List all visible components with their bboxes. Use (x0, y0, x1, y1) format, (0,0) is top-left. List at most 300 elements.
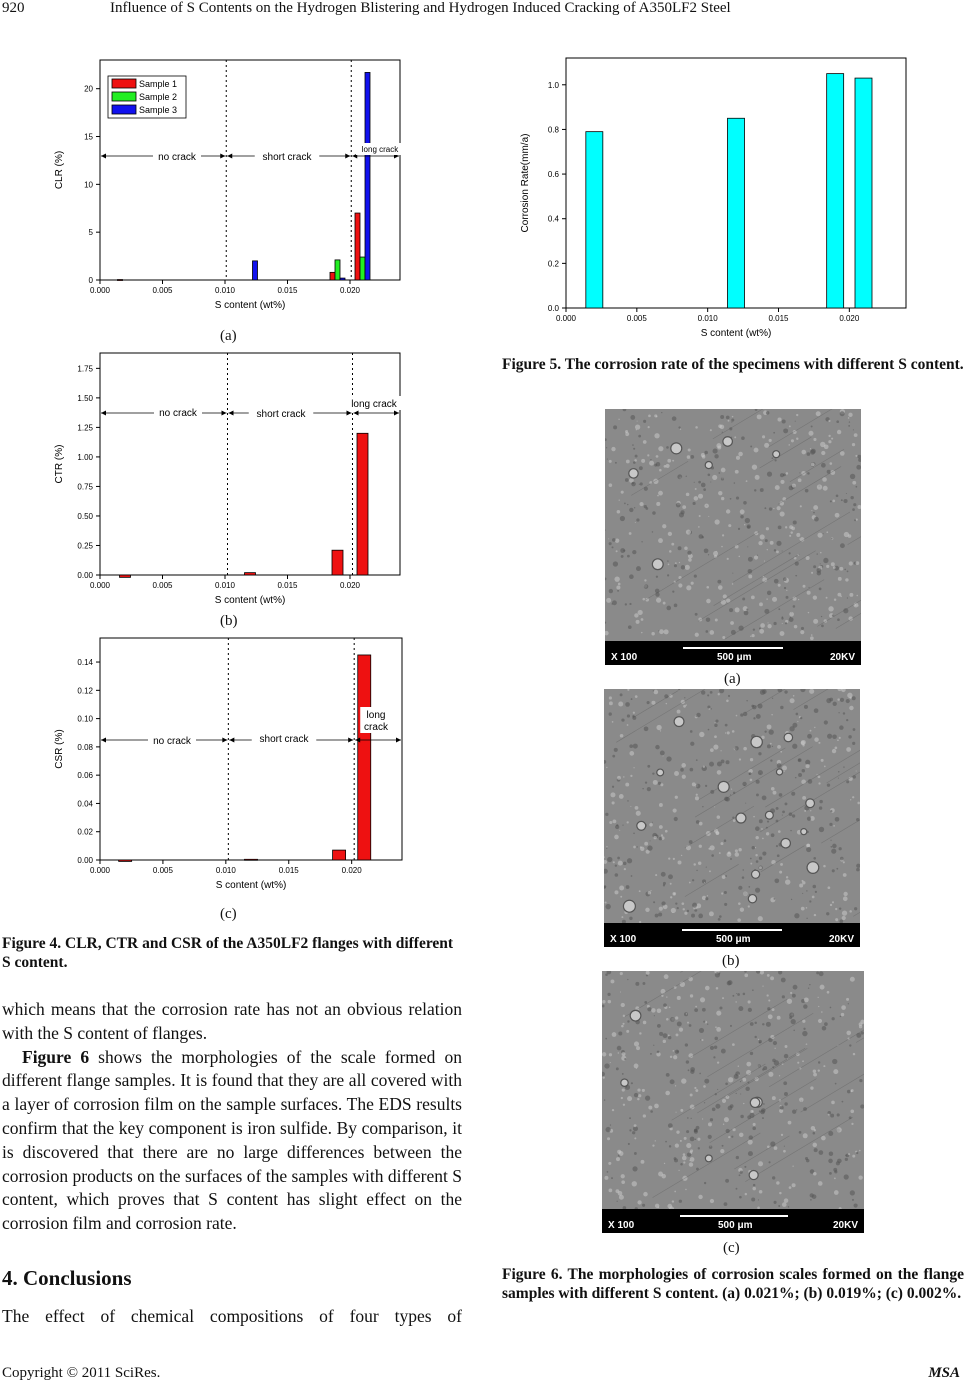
sem-grain (726, 509, 730, 513)
sem-grain (748, 574, 752, 578)
sem-grain (722, 1145, 724, 1147)
sem-grain (814, 1148, 818, 1152)
sem-voltage: 20KV (829, 652, 855, 663)
sem-grain (665, 830, 668, 833)
sem-grain (789, 1186, 792, 1189)
sem-grain (762, 838, 764, 840)
sem-grain (740, 1115, 743, 1118)
sem-grain (823, 1065, 825, 1067)
sem-grain (735, 1071, 740, 1076)
sem-grain (725, 724, 728, 727)
sem-grain (611, 979, 615, 983)
sem-grain (775, 485, 780, 490)
sem-grain (668, 1036, 672, 1040)
sem-grain (690, 455, 694, 459)
sem-grain (694, 909, 697, 912)
sem-grain (808, 431, 813, 436)
sem-grain (634, 1137, 636, 1139)
sem-grain (639, 502, 643, 506)
sem-grain (685, 565, 690, 570)
sem-grain (769, 1161, 771, 1163)
sem-grain (704, 504, 709, 509)
arrowhead-right-icon (394, 411, 399, 416)
sem-grain (615, 462, 617, 464)
sem-grain (847, 570, 849, 572)
sem-grain (783, 1150, 786, 1153)
sem-grain (768, 1072, 773, 1077)
sem-grain (743, 993, 746, 996)
sem-grain (628, 1143, 630, 1145)
x-tick-label: 0.020 (839, 314, 860, 323)
sem-grain (785, 622, 787, 624)
sem-grain (774, 1146, 778, 1150)
sem-grain (679, 512, 684, 517)
scale-bar (682, 929, 782, 931)
sem-grain (839, 725, 843, 729)
sem-nodule (705, 1155, 712, 1162)
sem-grain (695, 1006, 697, 1008)
x-tick-label: 0.020 (341, 866, 362, 875)
sem-grain (721, 1049, 726, 1054)
sem-grain (798, 478, 802, 482)
sem-grain (641, 1160, 645, 1164)
sem-grain (771, 787, 775, 791)
sem-grain (633, 712, 635, 714)
sem-grain (675, 796, 678, 799)
sem-grain (704, 548, 709, 553)
sem-grain (629, 508, 633, 512)
sem-grain (813, 1143, 818, 1148)
sem-grain (781, 1134, 783, 1136)
sem-grain (843, 873, 847, 877)
sem-grain (810, 1199, 812, 1201)
sem-grain (654, 1015, 655, 1016)
sem-grain (761, 828, 763, 830)
sem-grain (814, 708, 819, 713)
sem-grain (639, 484, 640, 485)
sem-grain (804, 705, 808, 709)
sem-grain (706, 867, 707, 868)
sem-grain (623, 549, 625, 551)
sem-grain (618, 861, 623, 866)
sem-grain (627, 821, 629, 823)
bar (245, 573, 256, 575)
sem-info-bar (602, 1209, 864, 1233)
sem-grain (699, 515, 701, 517)
sem-grain (751, 595, 755, 599)
sem-grain (855, 486, 857, 488)
sem-grain (663, 1033, 668, 1038)
sem-grain (782, 995, 785, 998)
sem-grain (668, 857, 670, 859)
sem-grain (621, 1174, 625, 1178)
bar (728, 118, 745, 308)
sem-grain (784, 1054, 788, 1058)
sem-grain (745, 803, 746, 804)
sem-grain (709, 762, 714, 767)
sem-grain (780, 751, 782, 753)
figure-4b-label: (b) (220, 613, 238, 629)
sem-grain (653, 1045, 654, 1046)
sem-grain (624, 503, 626, 505)
sem-grain (610, 1062, 611, 1063)
sem-grain (715, 719, 718, 722)
sem-grain (846, 1031, 851, 1036)
sem-grain (810, 1193, 814, 1197)
sem-grain (690, 730, 693, 733)
sem-grain (638, 610, 643, 615)
sem-grain (657, 1008, 662, 1013)
x-tick-label: 0.015 (768, 314, 789, 323)
sem-grain (648, 426, 650, 428)
sem-grain (714, 722, 715, 723)
sem-grain (807, 452, 811, 456)
sem-grain (677, 907, 679, 909)
sem-grain (841, 499, 843, 501)
sem-grain (717, 1089, 718, 1090)
arrowhead-left-icon (101, 411, 106, 416)
sem-nodule (630, 1010, 641, 1021)
sem-grain (656, 576, 658, 578)
sem-grain (754, 1022, 756, 1024)
sem-grain (629, 532, 632, 535)
scale-bar (680, 1215, 788, 1217)
sem-grain (669, 1145, 671, 1147)
sem-grain (658, 446, 663, 451)
sem-grain (810, 448, 811, 449)
sem-grain (621, 491, 624, 494)
sem-grain (758, 1039, 759, 1040)
x-tick-label: 0.005 (152, 581, 173, 590)
sem-grain (656, 416, 658, 418)
sem-grain (709, 1145, 713, 1149)
sem-grain (719, 852, 721, 854)
sem-grain (629, 574, 634, 579)
sem-grain (636, 620, 640, 624)
sem-grain (687, 551, 691, 555)
sem-grain (721, 599, 726, 604)
sem-grain (728, 420, 730, 422)
sem-grain (616, 1157, 620, 1161)
sem-grain (694, 482, 695, 483)
sem-grain (702, 1039, 704, 1041)
sem-grain (629, 751, 634, 756)
sem-grain (649, 823, 653, 827)
sem-grain (840, 451, 845, 456)
sem-grain (749, 772, 752, 775)
sem-grain (631, 1082, 633, 1084)
sem-grain (625, 702, 630, 707)
sem-grain (698, 914, 703, 919)
sem-grain (814, 914, 816, 916)
sem-grain (764, 561, 765, 562)
sem-grain (670, 1079, 675, 1084)
bar (340, 278, 345, 280)
sem-grain (833, 825, 835, 827)
sem-grain (762, 689, 767, 694)
sem-grain (693, 863, 695, 865)
sem-grain (770, 743, 772, 745)
sem-grain (706, 586, 709, 589)
sem-grain (766, 527, 769, 530)
sem-grain (823, 486, 828, 491)
sem-grain (655, 874, 657, 876)
sem-grain (637, 1088, 640, 1091)
sem-grain (804, 810, 806, 812)
bar (332, 550, 343, 575)
sem-grain (691, 1118, 692, 1119)
sem-grain (625, 783, 629, 787)
sem-nodule (765, 811, 773, 819)
sem-grain (756, 714, 761, 719)
sem-grain (759, 866, 762, 869)
sem-grain (740, 713, 743, 716)
sem-grain (782, 550, 783, 551)
legend-label: Sample 1 (139, 79, 178, 89)
sem-grain (832, 844, 837, 849)
sem-grain (740, 1171, 743, 1174)
sem-grain (654, 464, 657, 467)
sem-grain (690, 994, 693, 997)
sem-grain (834, 1190, 839, 1195)
sem-grain (777, 1016, 781, 1020)
sem-grain (800, 630, 804, 634)
sem-grain (801, 907, 805, 911)
bar (360, 257, 365, 280)
sem-grain (837, 618, 840, 621)
y-tick-label: 1.25 (77, 423, 93, 433)
sem-grain (636, 811, 641, 816)
sem-grain (686, 493, 690, 497)
sem-grain (820, 563, 821, 564)
sem-grain (667, 574, 669, 576)
sem-grain (668, 564, 670, 566)
sem-grain (743, 501, 747, 505)
sem-grain (856, 465, 861, 470)
sem-voltage: 20KV (828, 934, 854, 945)
sem-grain (614, 576, 619, 581)
sem-info-bar (604, 923, 860, 947)
sem-grain (714, 1046, 717, 1049)
sem-grain (766, 1022, 771, 1027)
y-tick-label: 0.06 (77, 771, 93, 781)
sem-grain (850, 977, 855, 982)
sem-grain (704, 451, 708, 455)
sem-grain (837, 1113, 840, 1116)
sem-grain (735, 852, 739, 856)
sem-grain (708, 708, 710, 710)
sem-grain (699, 1028, 704, 1033)
sem-grain (694, 1087, 696, 1089)
sem-grain (852, 696, 856, 700)
sem-grain (667, 560, 668, 561)
sem-grain (755, 826, 760, 831)
sem-grain (791, 792, 795, 796)
sem-grain (658, 538, 663, 543)
sem-grain (841, 1005, 846, 1010)
sem-grain (682, 1156, 687, 1161)
sem-grain (782, 419, 786, 423)
y-axis-label: CLR (%) (54, 150, 65, 190)
sem-grain (619, 830, 620, 831)
sem-grain (605, 813, 608, 816)
sem-grain (714, 735, 717, 738)
sem-grain (760, 773, 761, 774)
sem-grain (759, 627, 761, 629)
sem-grain (774, 549, 776, 551)
sem-grain (670, 896, 672, 898)
sem-grain (659, 907, 663, 911)
sem-grain (832, 1017, 835, 1020)
sem-grain (744, 1166, 746, 1168)
sem-grain (637, 421, 638, 422)
sem-grain (609, 1053, 612, 1056)
sem-grain (698, 494, 703, 499)
sem-grain (679, 562, 680, 563)
sem-grain (782, 765, 787, 770)
sem-voltage: 20KV (832, 1220, 858, 1231)
sem-grain (730, 621, 734, 625)
sem-grain (832, 749, 836, 753)
arrowhead-right-icon (396, 738, 401, 743)
sem-grain (708, 729, 710, 731)
sem-grain (714, 724, 717, 727)
sem-grain (635, 695, 638, 698)
sem-grain (648, 414, 651, 417)
sem-grain (605, 904, 610, 909)
sem-grain (824, 720, 828, 724)
sem-image-a (605, 409, 861, 665)
sem-grain (722, 1099, 726, 1103)
sem-grain (616, 1067, 619, 1070)
sem-grain (699, 732, 704, 737)
sem-grain (818, 1181, 823, 1186)
sem-grain (616, 824, 618, 826)
sem-grain (836, 420, 839, 423)
y-axis-label: CSR (%) (54, 729, 65, 769)
sem-grain (632, 1166, 637, 1171)
sem-grain (633, 448, 635, 450)
sem-grain (666, 446, 669, 449)
sem-grain (806, 907, 808, 909)
sem-image-b (604, 689, 860, 947)
sem-grain (850, 474, 855, 479)
sem-grain (774, 1201, 777, 1204)
sem-grain (645, 1096, 650, 1101)
sem-nodule (749, 1171, 758, 1180)
sem-grain (647, 1007, 651, 1011)
sem-grain (661, 834, 663, 836)
sem-grain (850, 1190, 855, 1195)
sem-grain (747, 546, 748, 547)
sem-grain (676, 1130, 679, 1133)
sem-grain (614, 890, 618, 894)
sem-grain (720, 415, 724, 419)
sem-grain (607, 1171, 609, 1173)
sem-grain (739, 1133, 744, 1138)
bar (358, 655, 371, 860)
sem-grain (832, 734, 837, 739)
sem-grain (621, 1003, 625, 1007)
sem-grain (673, 893, 675, 895)
sem-grain (800, 717, 802, 719)
sem-grain (759, 819, 763, 823)
sem-grain (708, 554, 709, 555)
copyright: Copyright © 2011 SciRes. (2, 1365, 161, 1381)
sem-grain (759, 1190, 763, 1194)
sem-grain (720, 1149, 724, 1153)
y-tick-label: 0.75 (77, 482, 93, 492)
sem-grain (752, 1127, 756, 1131)
sem-grain (686, 476, 687, 477)
sem-nodule (784, 733, 792, 741)
sem-grain (848, 413, 852, 417)
sem-grain (717, 580, 721, 584)
sem-grain (670, 1056, 672, 1058)
sem-grain (643, 982, 646, 985)
sem-grain (746, 700, 747, 701)
sem-grain (695, 613, 698, 616)
sem-grain (758, 916, 763, 921)
sem-grain (778, 608, 780, 610)
sem-grain (644, 579, 646, 581)
sem-grain (667, 1204, 672, 1209)
sem-grain (631, 482, 636, 487)
sem-grain (698, 481, 701, 484)
bar (365, 72, 370, 280)
sem-grain (620, 972, 623, 975)
sem-grain (672, 1200, 674, 1202)
sem-grain (674, 817, 678, 821)
sem-grain (604, 1176, 608, 1180)
sem-grain (839, 737, 841, 739)
sem-grain (753, 1123, 756, 1126)
sem-grain (842, 1101, 844, 1103)
x-axis-label: S content (wt%) (215, 880, 287, 891)
sem-grain (850, 496, 853, 499)
sem-grain (846, 780, 849, 783)
sem-grain (748, 905, 750, 907)
sem-grain (732, 416, 733, 417)
sem-grain (740, 1093, 741, 1094)
sem-grain (634, 1041, 639, 1046)
sem-grain (707, 705, 710, 708)
sem-grain (609, 460, 612, 463)
figure-6-caption: Figure 6. The morphologies of corrosion scales formed on the flange samples with different S content. (a) 0.021%; (b) 0.019%; (c) 0.002%. (502, 1266, 964, 1302)
sem-grain (666, 996, 667, 997)
sem-grain (703, 488, 706, 491)
sem-grain (701, 453, 705, 457)
sem-grain (813, 619, 818, 624)
sem-grain (772, 457, 774, 459)
sem-nodule (671, 443, 682, 454)
sem-scale: 500 μm (717, 652, 752, 663)
sem-grain (709, 911, 714, 916)
sem-nodule (718, 781, 729, 792)
sem-grain (686, 1130, 689, 1133)
sem-grain (767, 820, 769, 822)
x-tick-label: 0.000 (89, 581, 111, 590)
sem-grain (681, 1078, 686, 1083)
sem-grain (811, 425, 813, 427)
sem-grain (829, 823, 832, 826)
sem-grain (620, 992, 621, 993)
sem-grain (848, 1153, 850, 1155)
sem-grain (620, 693, 623, 696)
sem-grain (602, 1052, 606, 1056)
sem-grain (776, 550, 779, 553)
sem-grain (730, 1025, 732, 1027)
